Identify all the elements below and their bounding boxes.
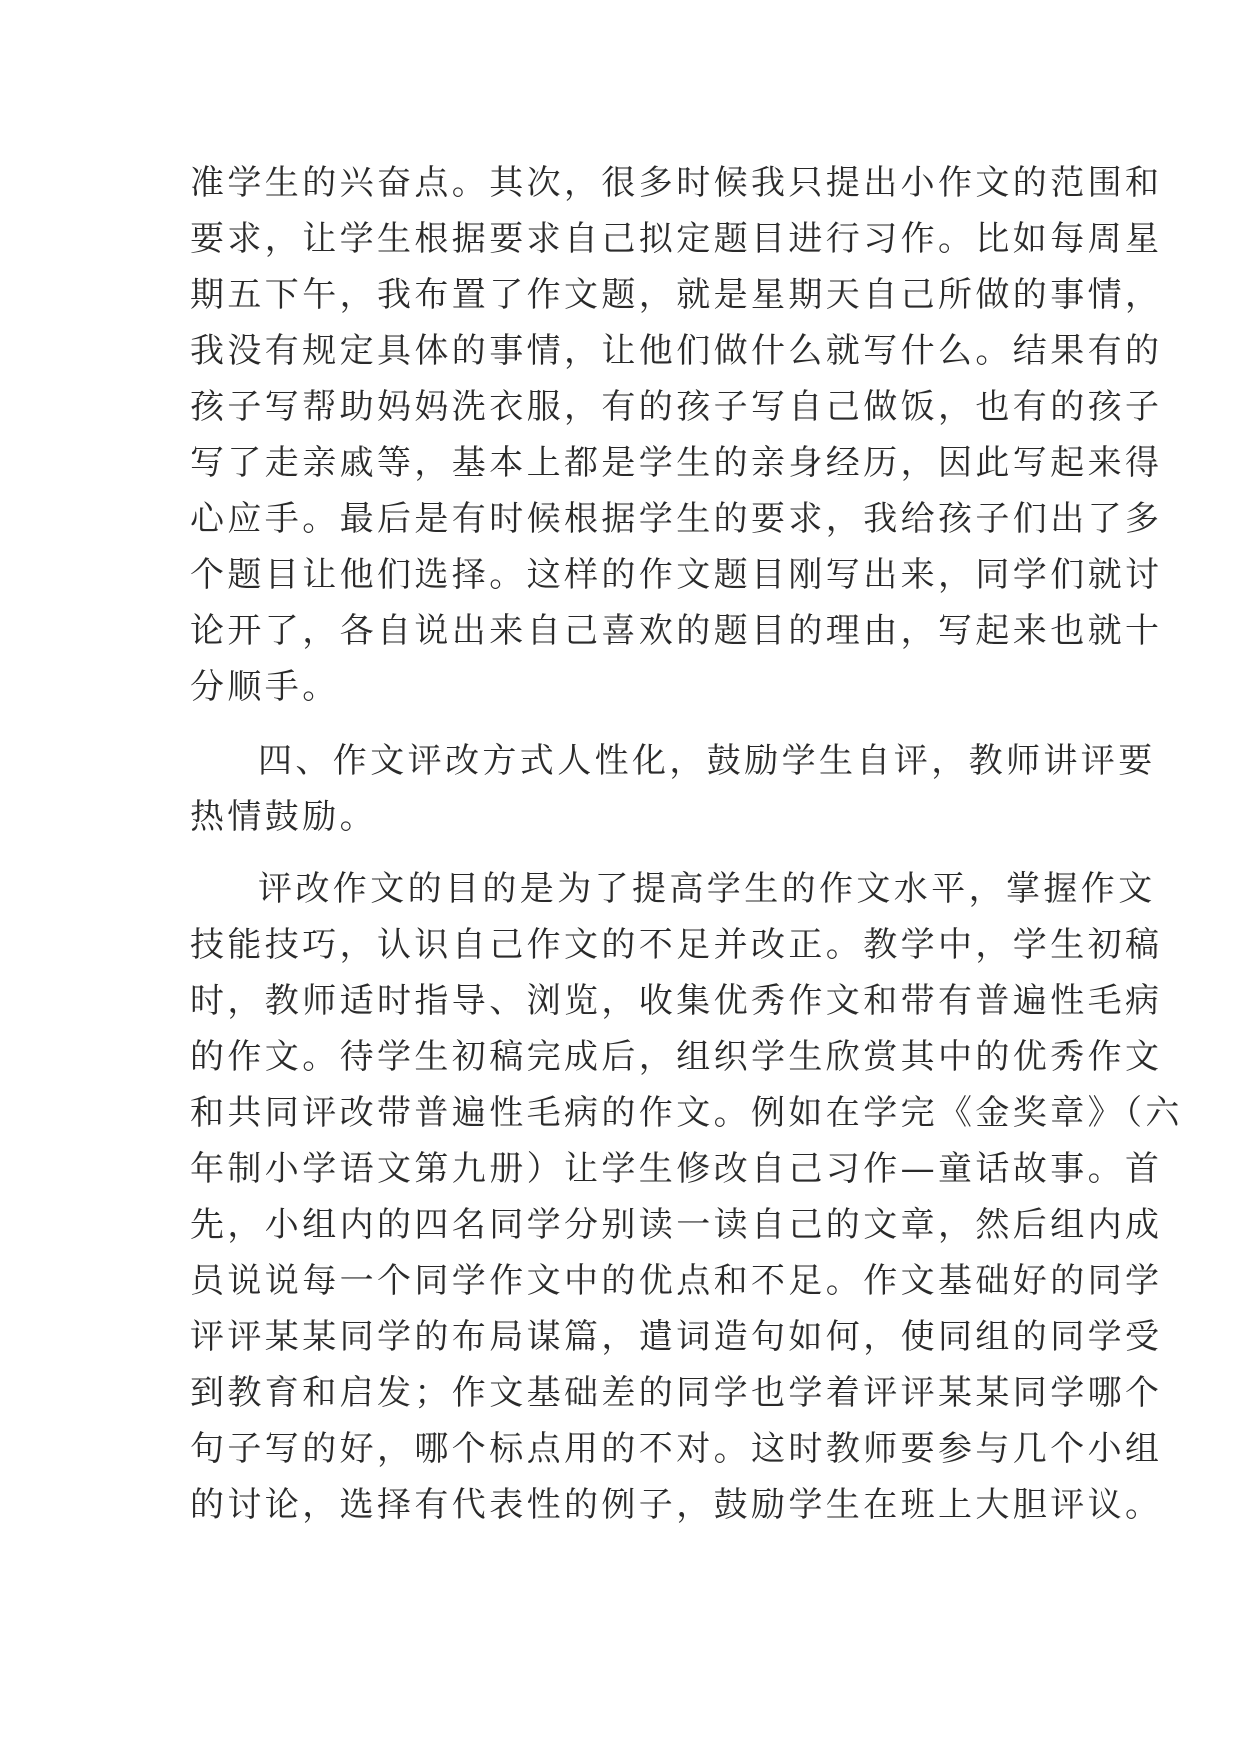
text-line: 员说说每一个同学作文中的优点和不足。作文基础好的同学 [190,1261,1163,1301]
text-line: 论开了，各自说出来自己喜欢的题目的理由，写起来也就十 [190,611,1163,651]
text-line: 的作文。待学生初稿完成后，组织学生欣赏其中的优秀作文 [190,1037,1163,1077]
text-line: 技能技巧，认识自己作文的不足并改正。教学中，学生初稿 [190,925,1163,965]
text-line: 写了走亲戚等，基本上都是学生的亲身经历，因此写起来得 [190,443,1163,483]
text-line: 年制小学语文第九册）让学生修改自己习作—童话故事。首 [190,1149,1163,1189]
text-line: 心应手。最后是有时候根据学生的要求，我给孩子们出了多 [190,499,1163,539]
text-line: 孩子写帮助妈妈洗衣服，有的孩子写自己做饭，也有的孩子 [190,387,1163,427]
section-heading-line: 热情鼓励。 [190,797,377,837]
section-heading-line: 四、作文评改方式人性化，鼓励学生自评，教师讲评要 [258,741,1156,781]
text-line: 和共同评改带普遍性毛病的作文。例如在学完《金奖章》（六 [190,1093,1183,1133]
text-line: 要求，让学生根据要求自己拟定题目进行习作。比如每周星 [190,219,1163,259]
text-line: 个题目让他们选择。这样的作文题目刚写出来，同学们就讨 [190,555,1163,595]
text-line: 先，小组内的四名同学分别读一读自己的文章，然后组内成 [190,1205,1163,1245]
text-line: 到教育和启发；作文基础差的同学也学着评评某某同学哪个 [190,1373,1163,1413]
text-line: 准学生的兴奋点。其次，很多时候我只提出小作文的范围和 [190,163,1163,203]
text-line: 时，教师适时指导、浏览，收集优秀作文和带有普遍性毛病 [190,981,1163,1021]
paragraph-first-line: 评改作文的目的是为了提高学生的作文水平，掌握作文 [258,869,1156,909]
text-line: 句子写的好，哪个标点用的不对。这时教师要参与几个小组 [190,1429,1163,1469]
text-line: 我没有规定具体的事情，让他们做什么就写什么。结果有的 [190,331,1163,371]
text-line: 分顺手。 [190,667,340,707]
text-line: 评评某某同学的布局谋篇，遣词造句如何，使同组的同学受 [190,1317,1163,1357]
text-line: 期五下午，我布置了作文题，就是星期天自己所做的事情， [190,275,1163,315]
text-line: 的讨论，选择有代表性的例子，鼓励学生在班上大胆评议。 [190,1485,1163,1525]
